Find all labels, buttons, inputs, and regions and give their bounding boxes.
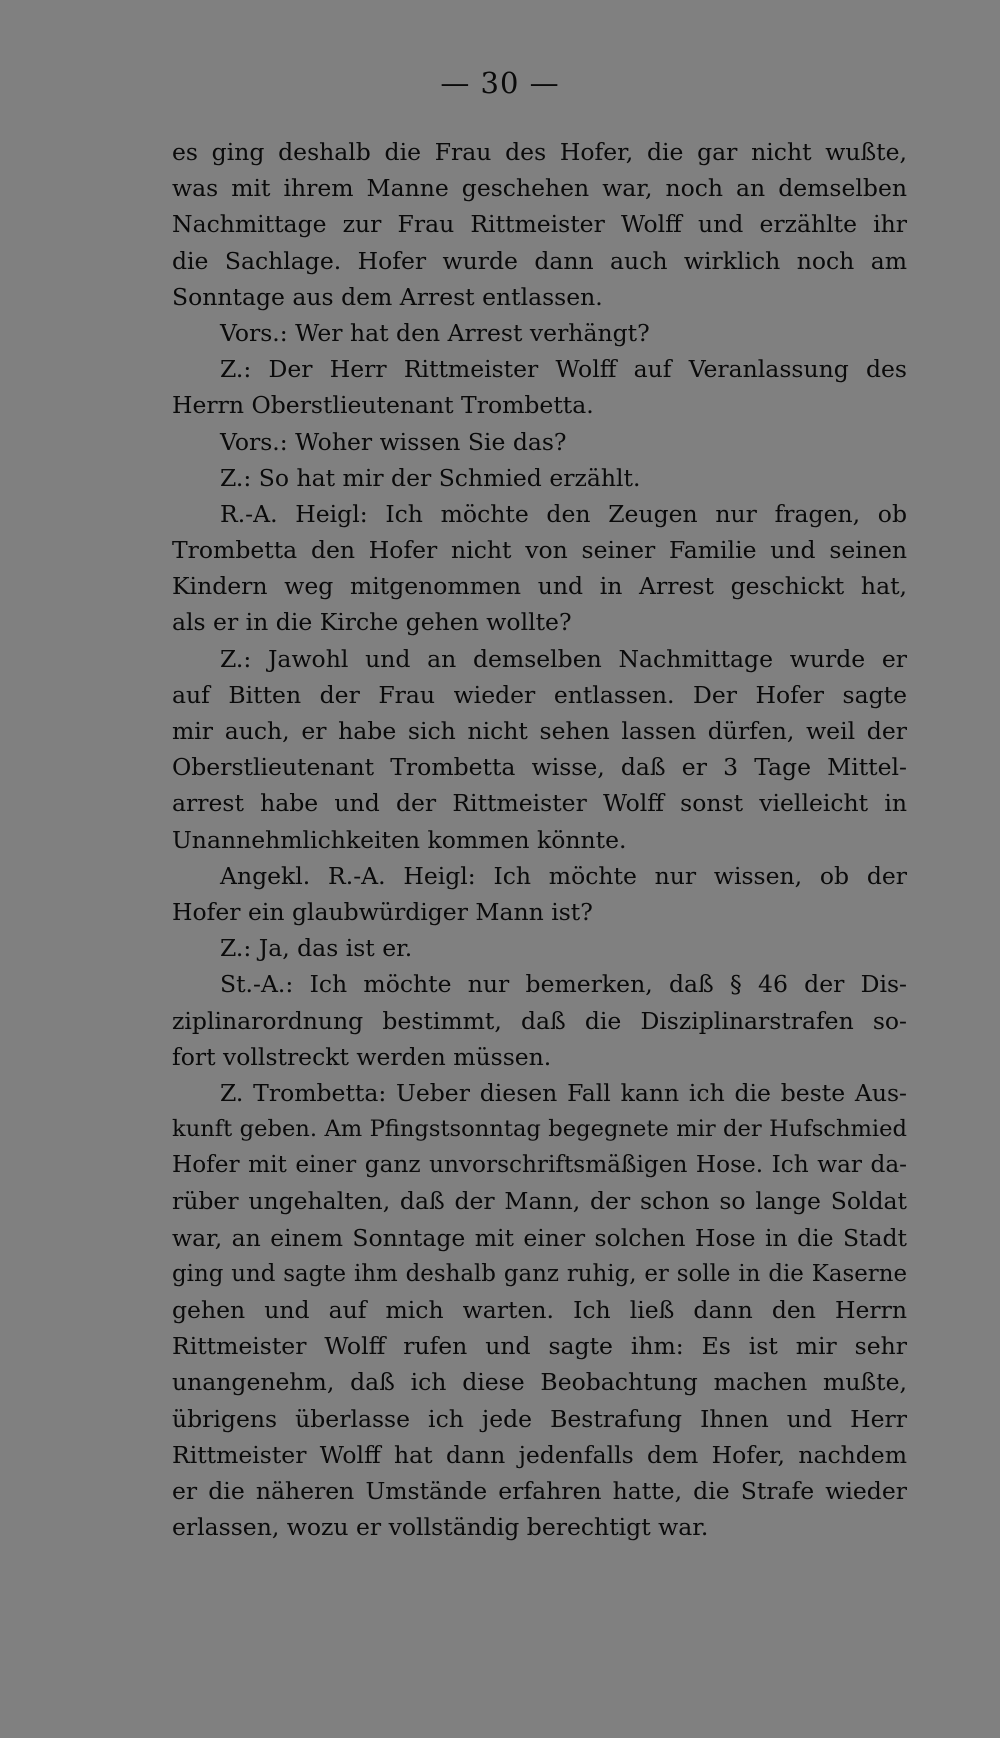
text-line: die Sachlage. Hofer wurde dann auch wirklich noch am xyxy=(172,246,907,275)
text-line: Oberstlieutenant Trombetta wisse, daß er 3 Tage Mittel- xyxy=(172,753,907,782)
text-line: Herrn Oberstlieutenant Trombetta. xyxy=(172,391,594,420)
text-line: Unannehmlichkeiten kommen könnte. xyxy=(172,825,627,854)
text-line: auf Bitten der Frau wieder entlassen. Der Hofer sagte xyxy=(172,680,907,709)
text-line: Nachmittage zur Frau Rittmeister Wolff und erzählte ihr xyxy=(172,210,907,239)
text-line: Sonntage aus dem Arrest entlassen. xyxy=(172,282,603,311)
text-line: Trombetta den Hofer nicht von seiner Familie und seinen xyxy=(172,536,907,565)
text-line: Hofer ein glaubwürdiger Mann ist? xyxy=(172,897,593,926)
text-line: Rittmeister Wolff hat dann jedenfalls dem Hofer, nachdem xyxy=(172,1440,907,1469)
text-line: mir auch, er habe sich nicht sehen lassen dürfen, weil der xyxy=(172,717,907,745)
text-line: Z.: Ja, das ist er. xyxy=(220,934,413,963)
text-line: Angekl. R.-A. Heigl: Ich möchte nur wissen, ob der xyxy=(220,861,907,890)
text-line: arrest habe und der Rittmeister Wolff sonst vielleicht in xyxy=(172,789,907,818)
text-line: erlassen, wozu er vollständig berechtigt war. xyxy=(172,1513,709,1542)
text-line: Rittmeister Wolff rufen und sagte ihm: Es ist mir sehr xyxy=(172,1332,907,1361)
page-body-text xyxy=(172,134,907,1545)
text-line: ziplinarordnung bestimmt, daß die Disziplinarstrafen so- xyxy=(172,1006,907,1035)
text-line: ging und sagte ihm deshalb ganz ruhig, er solle in die Kaserne xyxy=(172,1260,907,1287)
page-number: — 30 — xyxy=(440,66,560,100)
text-line: St.-A.: Ich möchte nur bemerken, daß § 46 der Dis- xyxy=(220,970,907,999)
text-line: Vors.: Woher wissen Sie das? xyxy=(220,427,567,456)
text-line: unangenehm, daß ich diese Beobachtung machen mußte, xyxy=(172,1368,907,1397)
text-line: Z.: So hat mir der Schmied erzählt. xyxy=(220,463,641,492)
text-line: Kindern weg mitgenommen und in Arrest geschickt hat, xyxy=(172,572,907,601)
text-line: was mit ihrem Manne geschehen war, noch an demselben xyxy=(172,174,907,203)
text-line: kunft geben. Am Pfingstsonntag begegnete mir der Hufschmied xyxy=(172,1116,907,1143)
text-line: als er in die Kirche gehen wollte? xyxy=(172,608,572,637)
text-line: Z.: Der Herr Rittmeister Wolff auf Veranlassung des xyxy=(220,355,907,384)
text-line: Z. Trombetta: Ueber diesen Fall kann ich die beste Aus- xyxy=(220,1078,907,1107)
text-line: übrigens überlasse ich jede Bestrafung Ihnen und Herr xyxy=(172,1404,907,1433)
text-line: Hofer mit einer ganz unvorschriftsmäßigen Hose. Ich war da- xyxy=(172,1151,907,1179)
text-line: Z.: Jawohl und an demselben Nachmittage wurde er xyxy=(220,644,907,673)
text-line: Vors.: Wer hat den Arrest verhängt? xyxy=(220,318,650,347)
text-line: es ging deshalb die Frau des Hofer, die gar nicht wußte, xyxy=(172,138,907,166)
text-line: rüber ungehalten, daß der Mann, der schon so lange Soldat xyxy=(172,1187,907,1216)
text-line: R.-A. Heigl: Ich möchte den Zeugen nur fragen, ob xyxy=(220,499,907,528)
text-line: gehen und auf mich warten. Ich ließ dann den Herrn xyxy=(172,1296,907,1324)
text-line: war, an einem Sonntage mit einer solchen Hose in die Stadt xyxy=(172,1223,907,1252)
text-line: fort vollstreckt werden müssen. xyxy=(172,1042,552,1071)
text-line: er die näheren Umstände erfahren hatte, die Strafe wieder xyxy=(172,1476,907,1505)
